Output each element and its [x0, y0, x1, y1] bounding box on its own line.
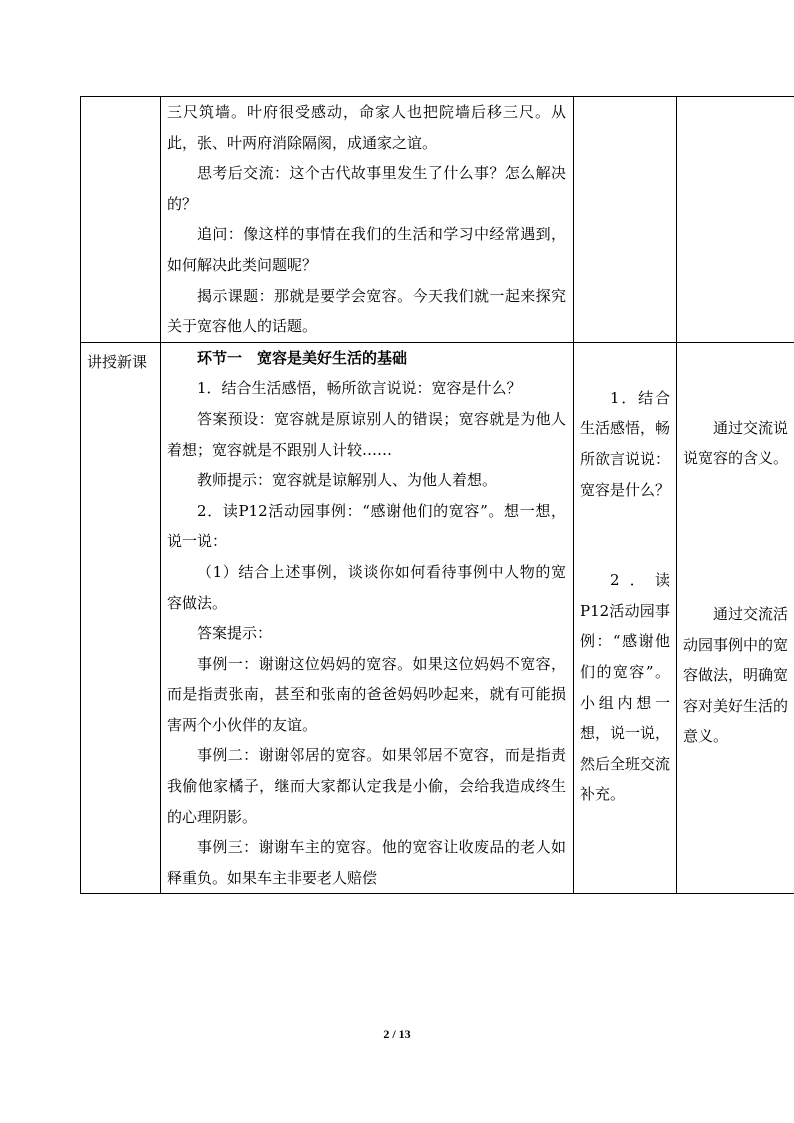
spacer	[574, 343, 676, 383]
paragraph: 通过交流说说宽容的含义。	[683, 418, 789, 468]
paragraph: 事例二：谢谢邻居的宽容。如果邻居不宽容，而是指责我偷他家橘子，继而大家都认定我是小偷，会给我造成终生的心理阴影。	[167, 746, 566, 826]
lesson-plan-table	[80, 96, 794, 894]
spacer	[677, 343, 794, 413]
paragraph: 2．读P12活动园事例：“感谢他们的宽容”。小组内想一想，说一说，然后全班交流补充。	[580, 571, 671, 804]
student-activity-cell	[574, 342, 677, 894]
row-label-cell	[81, 342, 161, 894]
paragraph: 1．结合生活感悟，畅所欲言说说：宽容是什么？	[197, 379, 522, 398]
paragraph: （1）结合上述事例，谈谈你如何看待事例中人物的宽容做法。	[167, 562, 566, 612]
spacer	[574, 505, 676, 565]
design-intent-cell	[677, 97, 794, 343]
paragraph: 通过交流活动园事例中的宽容做法，明确宽容对美好生活的意义。	[683, 604, 789, 746]
paragraph: 思考后交流：这个古代故事里发生了什么事？怎么解决的？	[167, 164, 566, 213]
design-intent-cell	[677, 342, 794, 894]
spacer	[677, 474, 794, 599]
paragraph: 揭示课题：那就是要学会宽容。今天我们就一起来探究关于宽容他人的话题。	[167, 286, 566, 336]
paragraph: 追问：像这样的事情在我们的生活和学习中经常遇到，如何解决此类问题呢？	[167, 225, 566, 274]
paragraph: 三尺筑墙。叶府很受感动，命家人也把院墙后移三尺。从此，张、叶两府消除隔阂，成通家之谊。	[167, 103, 566, 152]
paragraph: 2．读P12活动园事例：“感谢他们的宽容”。想一想，说一说：	[167, 501, 566, 551]
teacher-activity-cell	[161, 342, 574, 894]
teacher-activity-cell	[161, 97, 574, 343]
row-label-cell	[81, 97, 161, 343]
paragraph: 事例三：谢谢车主的宽容。他的宽容让收废品的老人如释重负。如果车主非要老人赔偿	[167, 838, 566, 887]
table-row	[81, 342, 794, 894]
section-heading: 环节一 宽容是美好生活的基础	[197, 348, 408, 367]
row-label: 讲授新课	[87, 352, 148, 371]
page-number: 2 / 13	[383, 1027, 411, 1041]
paragraph: 答案预设：宽容就是原谅别人的错误；宽容就是为他人着想；宽容就是不跟别人计较……	[167, 409, 566, 459]
table-row	[81, 97, 794, 343]
paragraph: 1．结合生活感悟，畅所欲言说说：宽容是什么？	[580, 388, 671, 499]
student-activity-cell	[574, 97, 677, 343]
paragraph: 答案提示：	[197, 624, 273, 643]
paragraph: 事例一：谢谢这位妈妈的宽容。如果这位妈妈不宽容，而是指责张南，甚至和张南的爸爸妈妈吵起来，就有可能损害两个小伙伴的友谊。	[167, 654, 566, 734]
paragraph: 教师提示：宽容就是谅解别人、为他人着想。	[197, 471, 498, 490]
